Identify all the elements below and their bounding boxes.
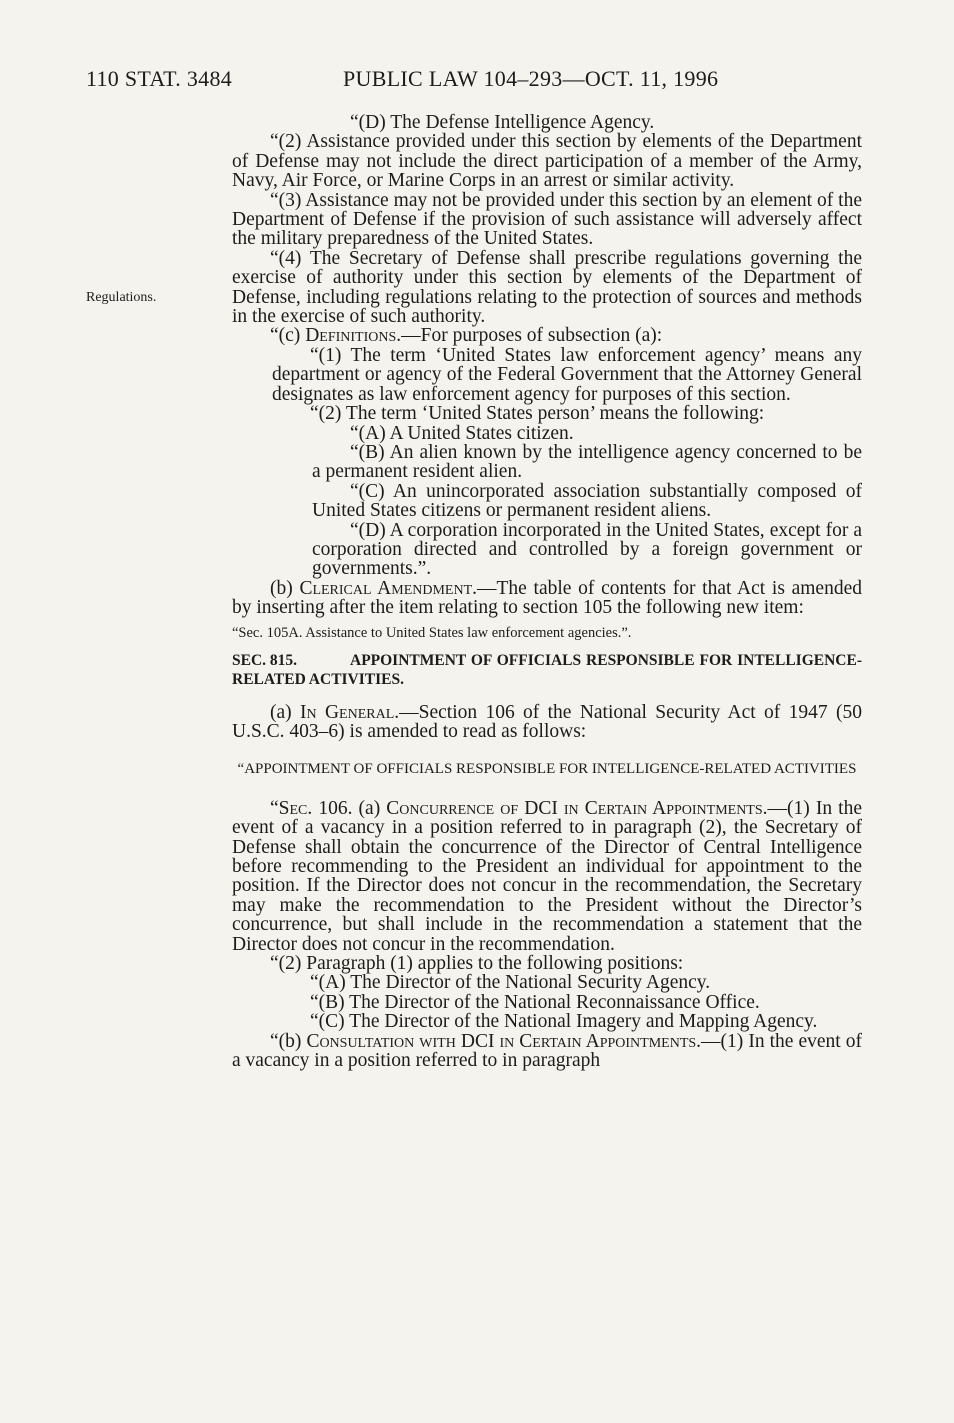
section-label: SEC. 815. bbox=[232, 651, 298, 669]
paragraph: “(B) The Director of the National Reconnaissance Office. bbox=[310, 991, 760, 1013]
page-number: 110 STAT. 3484 bbox=[86, 66, 233, 91]
paragraph: “(b) Consultation with DCI in Certain Appointments.—(1) In the event of a vacancy in a position referred to in paragraph bbox=[232, 1030, 862, 1072]
center-heading: “APPOINTMENT OF OFFICIALS RESPONSIBLE FOR INTELLIGENCE-RELATED ACTIVITIES bbox=[237, 760, 857, 777]
paragraph: “(B) An alien known by the intelligence agency concerned to be a permanent resident alien. bbox=[312, 441, 862, 483]
paragraph: “(D) A corporation incorporated in the United States, except for a corporation directed and controlled by a foreign government or governments.”. bbox=[312, 519, 862, 580]
document-body bbox=[232, 113, 862, 1070]
paragraph: “(C) The Director of the National Imagery and Mapping Agency. bbox=[310, 1011, 818, 1033]
paragraph: “(4) The Secretary of Defense shall prescribe regulations governing the exercise of authority under this section by elements of the Department of Defense, including regulations relating to the protection of sources and methods in the exercise of such authority. bbox=[232, 247, 862, 328]
paragraph: “(3) Assistance may not be provided under this section by an element of the Department of Defense if the provision of such assistance will adversely affect the military preparedness of the United States. bbox=[232, 189, 862, 250]
paragraph: “(1) The term ‘United States law enforcement agency’ means any department or agency of the Federal Government that the Attorney General designates as law enforcement agency for purposes of this section. bbox=[272, 344, 862, 405]
paragraph: “(C) An unincorporated association substantially composed of United States citizens or permanent resident aliens. bbox=[312, 480, 862, 522]
subsection-heading: (b) Clerical Amendment.—The table of contents for that Act is amended by inserting after the item relating to section 105 the following new item: bbox=[232, 577, 862, 619]
paragraph: “(D) The Defense Intelligence Agency. bbox=[350, 112, 655, 133]
section-heading bbox=[232, 651, 862, 689]
running-title: PUBLIC LAW 104–293—OCT. 11, 1996 bbox=[343, 66, 719, 91]
section-title: APPOINTMENT OF OFFICIALS RESPONSIBLE FOR INTELLIGENCE-RELATED ACTIVITIES. bbox=[232, 651, 862, 688]
paragraph: “(2) Assistance provided under this section by elements of the Department of Defense may not include the direct participation of a member of the Army, Navy, Air Force, or Marine Corps in an arrest or similar activity. bbox=[232, 131, 862, 192]
paragraph: “(A) A United States citizen. bbox=[350, 422, 574, 444]
subsection-heading: (a) In General.—Section 106 of the National Security Act of 1947 (50 U.S.C. 403–6) is amended to read as follows: bbox=[232, 701, 862, 743]
subsection-heading: “(c) Definitions.—For purposes of subsection (a): bbox=[270, 325, 663, 347]
paragraph: “(A) The Director of the National Security Agency. bbox=[310, 972, 711, 994]
margin-note-regulations: Regulations. bbox=[86, 290, 157, 305]
paragraph: “(2) Paragraph (1) applies to the following positions: bbox=[270, 953, 684, 975]
paragraph: “(2) The term ‘United States person’ means the following: bbox=[310, 403, 765, 425]
paragraph: “Sec. 106. (a) Concurrence of DCI in Certain Appointments.—(1) In the event of a vacancy in a position referred to in paragraph (2), the Secretary of Defense shall obtain the concurrence of the Director of Central Intelligence before recommending to the President an individual for appointment to the position. If the Director does not concur in the recommendation, the Secretary may make the recommendation to the President without the Director’s concurrence, but shall include in the recommendation a statement that the Director does not concur in the recommendation. bbox=[232, 797, 862, 955]
toc-item: “Sec. 105A. Assistance to United States law enforcement agencies.”. bbox=[232, 624, 632, 641]
